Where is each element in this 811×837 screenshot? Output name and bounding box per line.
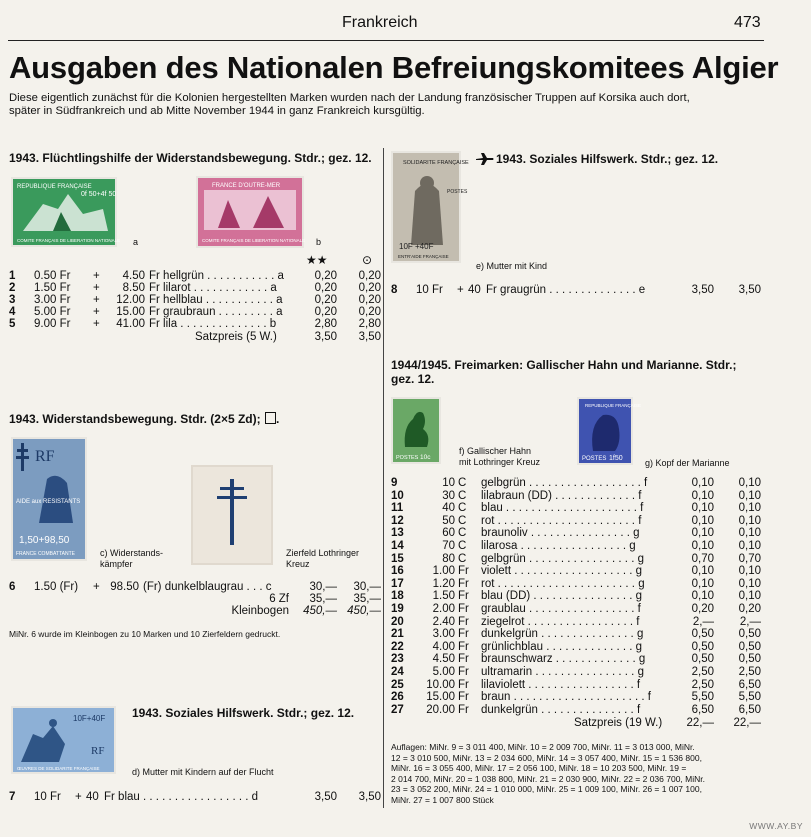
stamp-d-legend: ŒUVRES DE SOLIDARITE FRANÇAISE bbox=[17, 766, 100, 771]
currency-unit: C bbox=[458, 552, 467, 565]
mint-price: 0,10 bbox=[691, 514, 714, 527]
auflagen-line: 12 = 3 010 500, MiNr. 13 = 2 034 600, MiNr. 14 = 3 057 400, MiNr. 15 = 1 536 800, bbox=[391, 752, 702, 763]
face-value: 40 bbox=[442, 502, 455, 515]
currency-unit: C bbox=[458, 477, 467, 489]
face-value: 80 bbox=[442, 552, 455, 565]
section-4-title: 1943. Soziales Hilfswerk. Stdr.; gez. 12. bbox=[496, 152, 719, 166]
stamp-c-legend: FRANCE COMBATTANTE bbox=[16, 551, 75, 557]
section-2-title-period: . bbox=[275, 412, 280, 426]
used-price: 2,— bbox=[739, 615, 761, 628]
mint-price: 0,10 bbox=[691, 502, 714, 515]
face-value: 4.50 bbox=[432, 653, 455, 666]
caption-f-line: f) Gallischer Hahn bbox=[459, 446, 532, 456]
used-price: 0,10 bbox=[738, 540, 761, 552]
colour-description: (Fr) dunkelblaugrau . . . c bbox=[143, 581, 272, 593]
face-value: 1.50 bbox=[432, 590, 455, 603]
surcharge: 98.50 bbox=[110, 581, 139, 593]
colour-description: lilabraun (DD) . . . . . . . . . . . . . f bbox=[481, 489, 642, 502]
colour-description: violett . . . . . . . . . . . . . . . . . . . g bbox=[481, 565, 643, 578]
marianne-stamp-image bbox=[579, 399, 642, 463]
caption-e: e) Mutter mit Kind bbox=[476, 261, 548, 271]
label-b: b bbox=[316, 237, 322, 247]
colour-description: Fr hellblau . . . . . . . . . . . a bbox=[149, 294, 283, 306]
stamp-e-image bbox=[393, 153, 469, 261]
face-value: 1.20 bbox=[432, 577, 455, 590]
catalogue-number: 18 bbox=[391, 590, 404, 603]
colour-description: blau (DD) . . . . . . . . . . . . . . . . g bbox=[481, 590, 643, 603]
currency-unit: Fr bbox=[458, 653, 469, 666]
currency-unit: Fr bbox=[458, 678, 469, 691]
stamp-f-value: 10c bbox=[420, 454, 431, 461]
catalogue-number: 10 bbox=[391, 489, 404, 502]
plus-sign: + bbox=[75, 791, 82, 803]
used-price: 0,50 bbox=[738, 628, 761, 641]
stamp-b bbox=[196, 176, 304, 248]
caption-f-line: mit Lothringer Kreuz bbox=[459, 457, 541, 467]
colour-description: lilaviolett . . . . . . . . . . . . . . . . . f bbox=[481, 678, 641, 691]
face-value: 10 Fr bbox=[34, 791, 61, 803]
used-column-header: ⊙ bbox=[362, 253, 373, 267]
plus-sign: + bbox=[93, 270, 100, 282]
used-price: 30,— bbox=[353, 581, 381, 593]
mint-price: 5,50 bbox=[691, 691, 714, 704]
used-price: 0,50 bbox=[738, 653, 761, 666]
currency-unit: Fr bbox=[458, 603, 469, 615]
stamp-c-image bbox=[13, 439, 85, 559]
used-price: 0,10 bbox=[738, 502, 761, 515]
catalogue-number: 11 bbox=[391, 502, 404, 515]
zierfeld bbox=[191, 465, 273, 565]
colour-description: Fr graugrün . . . . . . . . . . . . . . e bbox=[486, 284, 646, 296]
section-3-title: 1943. Soziales Hilfswerk. Stdr.; gez. 12. bbox=[132, 706, 355, 720]
plus-sign: + bbox=[93, 306, 100, 318]
currency-unit: Fr bbox=[458, 577, 469, 590]
header-rule bbox=[8, 40, 764, 41]
watermark: WWW.AY.BY bbox=[749, 821, 803, 831]
catalogue-number: 24 bbox=[391, 666, 404, 678]
sheetlet-symbol-icon bbox=[265, 412, 276, 424]
face-value: 3.00 Fr bbox=[34, 294, 71, 306]
used-price: 0,10 bbox=[738, 527, 761, 540]
stamp-b-legend: COMITE FRANÇAIS DE LIBERATION NATIONALE bbox=[202, 238, 306, 243]
stamp-d-image bbox=[13, 708, 114, 772]
mint-price: 2,80 bbox=[314, 318, 337, 330]
colour-description: Fr blau . . . . . . . . . . . . . . . . . d bbox=[104, 791, 259, 803]
surcharge: 4.50 bbox=[122, 270, 145, 282]
face-value: 1.50 (Fr) bbox=[34, 581, 79, 593]
lorraine-cross-icon bbox=[193, 467, 271, 563]
currency-unit: Fr bbox=[458, 666, 469, 678]
used-price: 0,20 bbox=[358, 270, 381, 282]
mint-price: 0,10 bbox=[691, 540, 714, 552]
stamp-c-rf: RF bbox=[35, 448, 55, 465]
catalogue-number: 1 bbox=[9, 270, 16, 282]
colour-description: Fr graubraun . . . . . . . . . a bbox=[149, 306, 283, 318]
mint-price: 0,20 bbox=[314, 306, 337, 318]
catalogue-number: 6 bbox=[9, 581, 16, 593]
set-price-label: Satzpreis (5 W.) bbox=[195, 331, 277, 343]
catalogue-number: 2 bbox=[9, 282, 16, 294]
caption-d: d) Mutter mit Kindern auf der Flucht bbox=[132, 767, 274, 777]
set-price-label: Satzpreis (19 W.) bbox=[574, 717, 663, 729]
used-price: 35,— bbox=[353, 593, 381, 605]
face-value: 5.00 Fr bbox=[34, 306, 71, 318]
face-value: 2.00 bbox=[432, 603, 455, 615]
caption-zierfeld-line: Kreuz bbox=[286, 559, 310, 569]
used-price: 0,10 bbox=[738, 565, 761, 578]
stamp-g-country: REPUBLIQUE FRANÇAISE bbox=[585, 403, 642, 408]
used-price: 6,50 bbox=[738, 703, 761, 716]
used-price: 0,10 bbox=[738, 489, 761, 502]
stamp-a-legend: COMITE FRANÇAIS DE LIBERATION NATIONALE bbox=[17, 238, 121, 243]
catalogue-number: 26 bbox=[391, 691, 404, 704]
face-value: 30 bbox=[442, 489, 455, 502]
catalogue-number: 22 bbox=[391, 640, 404, 653]
mint-price: 0,50 bbox=[691, 628, 714, 641]
face-value: 4.00 bbox=[432, 640, 455, 653]
colour-description: rot . . . . . . . . . . . . . . . . . . . . . . f bbox=[481, 514, 642, 527]
catalogue-number: 12 bbox=[391, 514, 404, 527]
colour-description: lilarosa . . . . . . . . . . . . . . . . . g bbox=[481, 540, 636, 552]
colour-description: graublau . . . . . . . . . . . . . . . . . f bbox=[481, 603, 641, 615]
mint-price: 3,50 bbox=[691, 284, 714, 296]
caption-c-line: c) Widerstands- bbox=[100, 548, 164, 558]
currency-unit: Fr bbox=[458, 590, 469, 603]
auflagen-line: 23 = 3 052 200, MiNr. 24 = 1 010 000, MiNr. 25 = 1 009 100, MiNr. 26 = 1 007 100, bbox=[391, 784, 702, 794]
currency-unit: Fr bbox=[458, 565, 469, 578]
catalogue-number: 7 bbox=[9, 791, 16, 803]
surcharge: 15.00 bbox=[116, 306, 145, 318]
mint-price: 0,50 bbox=[691, 640, 714, 653]
stamp-a bbox=[11, 177, 121, 247]
colour-description: gelbgrün . . . . . . . . . . . . . . . . . g bbox=[481, 552, 644, 565]
face-value: 0.50 Fr bbox=[34, 270, 71, 282]
used-price: 2,50 bbox=[738, 666, 761, 678]
face-value: 2.40 bbox=[432, 615, 455, 628]
set-used-price: 22,— bbox=[733, 717, 761, 729]
face-value: 15.00 bbox=[426, 691, 455, 704]
colour-description: braun . . . . . . . . . . . . . . . . . . . . . f bbox=[481, 691, 651, 704]
used-price: 6,50 bbox=[738, 678, 761, 691]
stamp-g bbox=[577, 397, 642, 465]
used-price: 0,10 bbox=[738, 590, 761, 603]
caption-c-line: kämpfer bbox=[100, 559, 133, 569]
currency-unit: C bbox=[458, 540, 467, 552]
face-value: 10.00 bbox=[426, 678, 455, 691]
mint-price: 30,— bbox=[309, 581, 337, 593]
stamp-b-country: FRANCE D'OUTRE-MER bbox=[212, 183, 281, 189]
mint-price: 0,10 bbox=[691, 527, 714, 540]
catalogue-number: 13 bbox=[391, 527, 404, 540]
mint-price: 2,— bbox=[692, 615, 714, 628]
auflagen-note bbox=[391, 742, 771, 805]
catalogue-number: 4 bbox=[9, 306, 16, 318]
face-value: 50 bbox=[442, 514, 455, 527]
plus-sign: + bbox=[93, 294, 100, 306]
stamp-a-image bbox=[13, 179, 121, 245]
used-price: 0,10 bbox=[738, 577, 761, 590]
currency-unit: C bbox=[458, 527, 467, 540]
stamp-d bbox=[11, 706, 116, 774]
section-2-title bbox=[9, 412, 279, 426]
label-a: a bbox=[133, 237, 139, 247]
stamp-b-image bbox=[198, 178, 306, 246]
mint-price: 0,10 bbox=[691, 590, 714, 603]
mint-price: 450,— bbox=[303, 605, 337, 617]
colour-description: braunoliv . . . . . . . . . . . . . . . . g bbox=[481, 527, 640, 540]
stamp-d-rf: RF bbox=[91, 745, 105, 757]
set-mint-price: 3,50 bbox=[314, 331, 337, 343]
stamp-e-postes: POSTES bbox=[447, 189, 468, 195]
catalogue-number: 3 bbox=[9, 294, 16, 306]
stamp-a-country: REPUBLIQUE FRANÇAISE bbox=[17, 184, 92, 190]
colour-description: braunschwarz . . . . . . . . . . . . . g bbox=[481, 653, 646, 666]
rooster-stamp-image bbox=[393, 399, 439, 462]
section-1-title: 1943. Flüchtlingshilfe der Widerstandsbewegung. Stdr.; gez. 12. bbox=[9, 151, 372, 165]
used-price: 0,20 bbox=[358, 306, 381, 318]
stamp-a-value: 0f 50+4f 50 bbox=[81, 191, 117, 198]
mint-price: 0,10 bbox=[691, 577, 714, 590]
caption-g: g) Kopf der Marianne bbox=[645, 458, 730, 468]
colour-description: Fr hellgrün . . . . . . . . . . . a bbox=[149, 270, 284, 282]
colour-description: grünlichblau . . . . . . . . . . . . . . g bbox=[481, 640, 643, 653]
plus-sign: + bbox=[457, 284, 464, 296]
catalogue-number: 23 bbox=[391, 653, 404, 666]
colour-description: dunkelgrün . . . . . . . . . . . . . . . g bbox=[481, 628, 644, 641]
currency-unit: C bbox=[458, 514, 467, 527]
used-price: 0,20 bbox=[358, 294, 381, 306]
currency-unit: C bbox=[458, 489, 467, 502]
section-2-note: MiNr. 6 wurde im Kleinbogen zu 10 Marken und 10 Zierfeldern gedruckt. bbox=[9, 629, 281, 639]
caption-f bbox=[459, 446, 540, 468]
used-price: 3,50 bbox=[358, 791, 381, 803]
stamp-c bbox=[11, 437, 87, 561]
caption-c bbox=[100, 548, 163, 570]
catalogue-number: 9 bbox=[391, 477, 398, 489]
stamp-d-value: 10F+40F bbox=[73, 714, 106, 723]
currency-unit: Fr bbox=[458, 691, 469, 704]
stamp-f bbox=[391, 397, 441, 464]
auflagen-line: MiNr. 27 = 1 007 800 Stück bbox=[391, 794, 494, 805]
plus-sign: + bbox=[93, 282, 100, 294]
set-used-price: 3,50 bbox=[358, 331, 381, 343]
used-price: 0,20 bbox=[358, 282, 381, 294]
intro-line: Diese eigentlich zunächst für die Kolonien hergestellten Marken wurden nach der Landung französischer Truppen auf Korsika auch dort, bbox=[9, 92, 690, 104]
currency-unit: Fr bbox=[458, 703, 469, 716]
plus-sign: + bbox=[93, 318, 100, 330]
face-value: 60 bbox=[442, 527, 455, 540]
colour-description: gelbgrün . . . . . . . . . . . . . . . . . . f bbox=[481, 477, 648, 489]
used-price: 0,50 bbox=[738, 640, 761, 653]
mint-price: 0,10 bbox=[691, 477, 714, 489]
currency-unit: Fr bbox=[458, 615, 469, 628]
catalogue-number: 16 bbox=[391, 565, 404, 578]
mint-price: 0,20 bbox=[314, 270, 337, 282]
colour-description: Fr lilarot . . . . . . . . . . . . a bbox=[149, 282, 277, 294]
stamp-e-legend-bottom: ENTR'AIDE FRANÇAISE bbox=[398, 254, 449, 259]
catalogue-number: 8 bbox=[391, 284, 398, 296]
surcharge: 40 bbox=[468, 284, 481, 296]
used-price: 0,10 bbox=[738, 514, 761, 527]
surcharge: 8.50 bbox=[122, 282, 145, 294]
used-price: 2,80 bbox=[358, 318, 381, 330]
used-price: 5,50 bbox=[738, 691, 761, 704]
kleinbogen-label: Kleinbogen bbox=[231, 605, 289, 617]
catalogue-number: 20 bbox=[391, 615, 404, 628]
colour-description: blau . . . . . . . . . . . . . . . . . . . . . f bbox=[481, 502, 644, 515]
face-value: 10 Fr bbox=[416, 284, 443, 296]
mint-price: 0,10 bbox=[691, 565, 714, 578]
catalogue-number: 5 bbox=[9, 318, 16, 330]
surcharge: 41.00 bbox=[116, 318, 145, 330]
auflagen-line: 2 014 700, MiNr. 20 = 1 038 800, MiNr. 21 = 2 030 900, MiNr. 22 = 2 036 700, MiNr. bbox=[391, 773, 705, 784]
colour-description: rot . . . . . . . . . . . . . . . . . . . . . . g bbox=[481, 577, 645, 590]
section-5-title-line: 1944/1945. Freimarken: Gallischer Hahn und Marianne. Stdr.; bbox=[391, 358, 737, 372]
set-mint-price: 22,— bbox=[686, 717, 714, 729]
stamp-c-aide: AIDE aux RESISTANTS bbox=[16, 499, 81, 505]
airplane-icon bbox=[476, 152, 494, 164]
page-number: 473 bbox=[734, 14, 761, 31]
mint-price: 0,20 bbox=[691, 603, 714, 615]
section-2-title-text: 1943. Widerstandsbewegung. Stdr. (2×5 Zd); bbox=[9, 412, 264, 426]
used-price: 450,— bbox=[347, 605, 381, 617]
intro-paragraph bbox=[9, 92, 769, 118]
mint-price: 35,— bbox=[309, 593, 337, 605]
stamp-g-value: 1f50 bbox=[609, 455, 623, 462]
caption-zierfeld-line: Zierfeld Lothringer bbox=[286, 548, 360, 558]
face-value: 10 bbox=[442, 477, 455, 489]
currency-unit: Fr bbox=[458, 640, 469, 653]
auflagen-line: Auflagen: MiNr. 9 = 3 011 400, MiNr. 10 = 2 009 700, MiNr. 11 = 3 013 000, MiNr. bbox=[391, 742, 695, 752]
mint-price: 3,50 bbox=[314, 791, 337, 803]
colour-description: Fr lila . . . . . . . . . . . . . . b bbox=[149, 318, 277, 330]
face-value: 70 bbox=[442, 540, 455, 552]
catalogue-number: 21 bbox=[391, 628, 404, 641]
face-value: 3.00 bbox=[432, 628, 455, 641]
stamp-e-legend-top: SOLIDARITE FRANÇAISE bbox=[403, 160, 469, 166]
auflagen-line: MiNr. 16 = 3 055 400, MiNr. 17 = 2 056 100, MiNr. 18 = 10 203 500, MiNr. 19 = bbox=[391, 763, 687, 773]
mint-price: 0,20 bbox=[314, 294, 337, 306]
mint-price: 2,50 bbox=[691, 678, 714, 691]
stamp-e bbox=[391, 151, 469, 263]
section-5-title bbox=[391, 358, 736, 386]
mint-price: 2,50 bbox=[691, 666, 714, 678]
used-price: 0,70 bbox=[738, 552, 761, 565]
zierfeld-label: 6 Zf bbox=[269, 593, 289, 605]
face-value: 5.00 bbox=[432, 666, 455, 678]
used-price: 3,50 bbox=[738, 284, 761, 296]
used-price: 0,10 bbox=[738, 477, 761, 489]
running-head-title: Frankreich bbox=[342, 14, 418, 31]
section-5-title-line: gez. 12. bbox=[391, 372, 435, 386]
caption-zierfeld bbox=[286, 548, 359, 570]
stamp-f-postes: POSTES bbox=[396, 455, 419, 461]
surcharge: 40 bbox=[86, 791, 99, 803]
catalogue-number: 17 bbox=[391, 577, 404, 590]
catalogue-number: 19 bbox=[391, 603, 404, 615]
colour-description: dunkelgrün . . . . . . . . . . . . . . . f bbox=[481, 703, 641, 716]
mint-column-header: ★★ bbox=[306, 253, 328, 267]
mint-price: 0,10 bbox=[691, 489, 714, 502]
stamp-g-postes: POSTES bbox=[582, 456, 607, 462]
currency-unit: C bbox=[458, 502, 467, 515]
colour-description: ultramarin . . . . . . . . . . . . . . . . g bbox=[481, 666, 644, 678]
catalogue-number: 27 bbox=[391, 703, 404, 716]
stamp-c-value: 1,50+98,50 bbox=[19, 535, 70, 546]
page-title: Ausgaben des Nationalen Befreiungskomitees Algier bbox=[9, 50, 779, 85]
intro-line: später in Südfrankreich und ab Mitte November 1944 in ganz Frankreich kursgültig. bbox=[9, 105, 425, 117]
mint-price: 0,50 bbox=[691, 653, 714, 666]
face-value: 1.50 Fr bbox=[34, 282, 71, 294]
catalogue-number: 15 bbox=[391, 552, 404, 565]
currency-unit: Fr bbox=[458, 628, 469, 641]
face-value: 20.00 bbox=[426, 703, 455, 716]
face-value: 9.00 Fr bbox=[34, 318, 71, 330]
catalogue-number: 25 bbox=[391, 678, 404, 691]
catalogue-number: 14 bbox=[391, 540, 404, 552]
plus-sign: + bbox=[93, 581, 100, 593]
used-price: 0,20 bbox=[738, 603, 761, 615]
running-head bbox=[0, 14, 811, 34]
stamp-e-value: 10F +40F bbox=[399, 242, 434, 251]
mint-price: 0,70 bbox=[691, 552, 714, 565]
face-value: 1.00 bbox=[432, 565, 455, 578]
colour-description: ziegelrot . . . . . . . . . . . . . . . . . f bbox=[481, 615, 640, 628]
mint-price: 0,20 bbox=[314, 282, 337, 294]
column-divider bbox=[383, 148, 384, 808]
surcharge: 12.00 bbox=[116, 294, 145, 306]
mint-price: 6,50 bbox=[691, 703, 714, 716]
